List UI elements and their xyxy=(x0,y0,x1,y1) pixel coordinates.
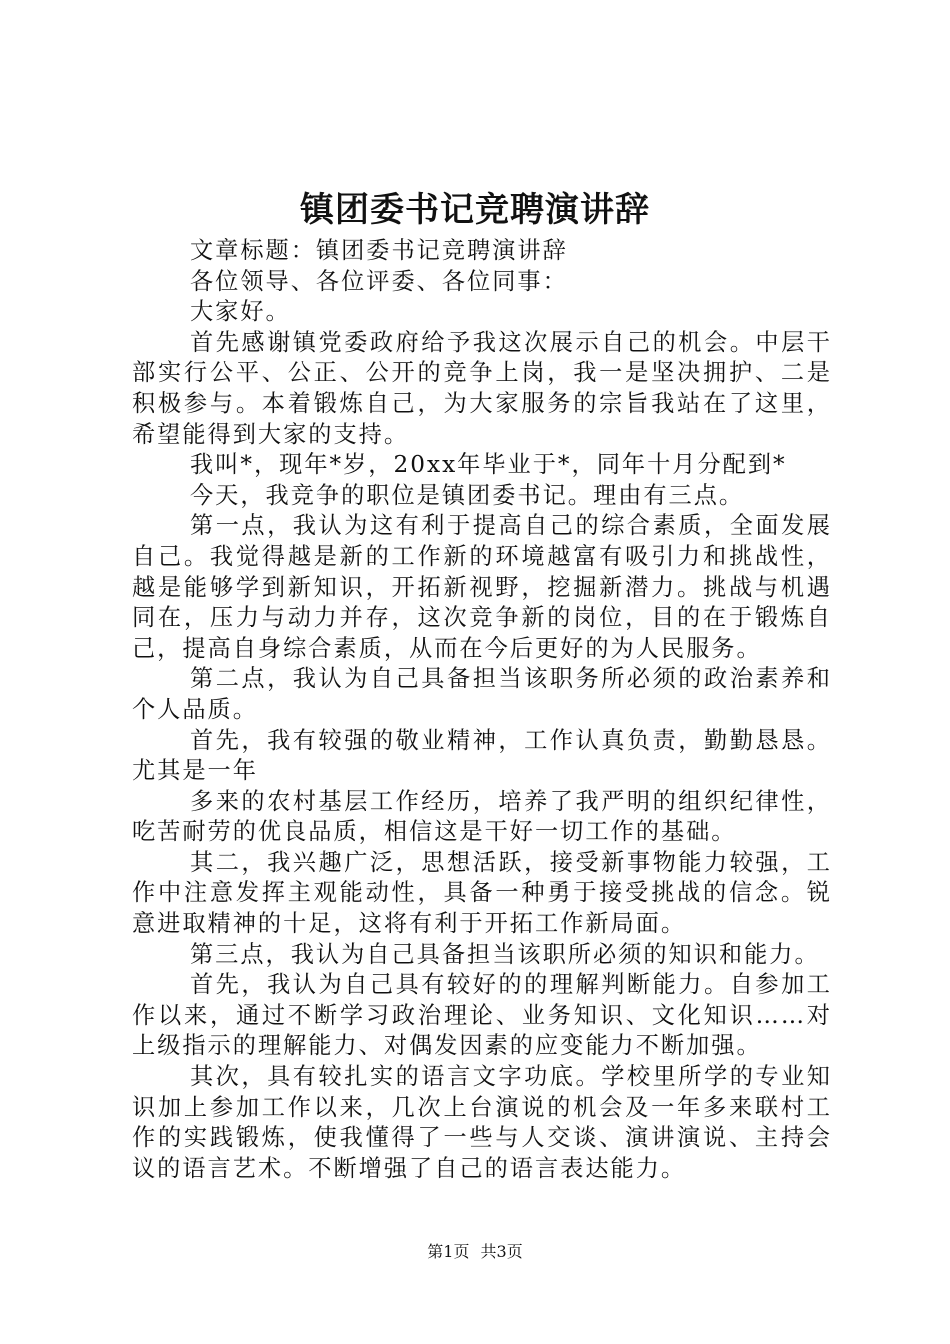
paragraph: 我叫*，现年*岁，20xx年毕业于*，同年十月分配到* xyxy=(190,451,787,479)
paragraph: 多来的农村基层工作经历，培养了我严明的组织纪律性，吃苦耐劳的优良品质，相信这是干好一切工作的基础。 xyxy=(132,787,832,846)
paragraph: 首先，我有较强的敬业精神，工作认真负责，勤勤恳恳。尤其是一年 xyxy=(132,726,832,785)
paragraph: 今天，我竞争的职位是镇团委书记。理由有三点。 xyxy=(190,481,745,509)
paragraph-salutation: 各位领导、各位评委、各位同事： xyxy=(190,267,568,295)
paragraph: 首先，我认为自己具有较好的的理解判断能力。自参加工作以来，通过不断学习政治理论、业务知识、文化知识……对上级指示的理解能力、对偶发因素的应变能力不断加强。 xyxy=(132,971,832,1060)
page-number: 第1页 xyxy=(427,1242,470,1261)
document-body xyxy=(132,236,832,1184)
paragraph: 第一点，我认为这有利于提高自己的综合素质，全面发展自己。我觉得越是新的工作新的环境越富有吸引力和挑战性，越是能够学到新知识，开拓新视野，挖掘新潜力。挑战与机遇同在，压力与动力并存，这次竞争新的岗位，目的在于锻炼自己，提高自身综合素质，从而在今后更好的为人民服务。 xyxy=(132,512,832,662)
page-footer xyxy=(0,1241,950,1263)
paragraph-greeting: 大家好。 xyxy=(190,298,291,326)
document-title: 镇团委书记竞聘演讲辞 xyxy=(300,190,650,230)
paragraph: 第三点，我认为自己具备担当该职所必须的知识和能力。 xyxy=(190,940,820,968)
page-total: 共3页 xyxy=(480,1242,523,1261)
paragraph: 第二点，我认为自己具备担当该职务所必须的政治素养和个人品质。 xyxy=(132,665,832,723)
paragraph-article-title: 文章标题：镇团委书记竞聘演讲辞 xyxy=(190,237,568,264)
paragraph: 首先感谢镇党委政府给予我这次展示自己的机会。中层干部实行公平、公正、公开的竞争上岗，我一是坚决拥护、二是积极参与。本着锻炼自己，为大家服务的宗旨我站在了这里，希望能得到大家的支持。 xyxy=(132,328,832,448)
paragraph: 其次，具有较扎实的语言文字功底。学校里所学的专业知识加上参加工作以来，几次上台演说的机会及一年多来联村工作的实践锻炼，使我懂得了一些与人交谈、演讲演说、主持会议的语言艺术。不断增强了自己的语言表达能力。 xyxy=(132,1063,832,1182)
paragraph: 其二，我兴趣广泛，思想活跃，接受新事物能力较强，工作中注意发挥主观能动性，具备一种勇于接受挑战的信念。锐意进取精神的十足，这将有利于开拓工作新局面。 xyxy=(132,848,832,938)
